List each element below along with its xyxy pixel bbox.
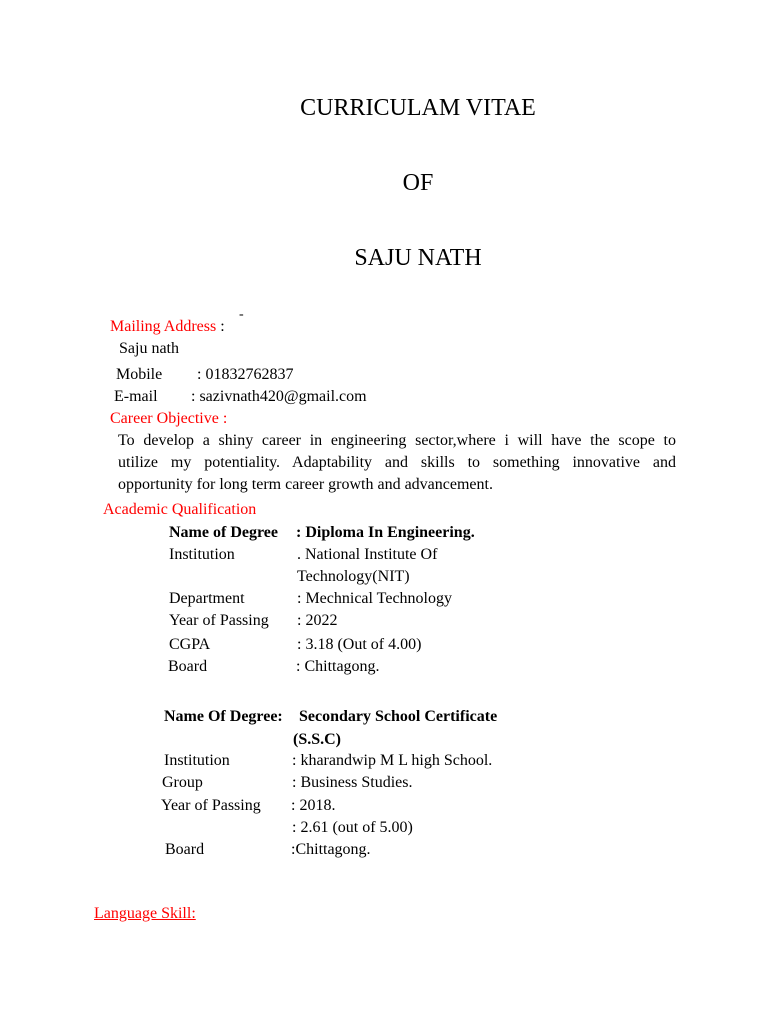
diploma-year-label: Year of Passing [169,612,269,629]
ssc-year-value: : 2018. [291,797,336,814]
mailing-address-colon: : [220,318,225,335]
mailing-address-mark: - [239,307,244,322]
mailing-address-heading [110,316,225,338]
contact-name: Saju nath [119,340,179,357]
career-objective-line: utilize my potentiality. Adaptability and skills to something innovative and [118,454,676,471]
mailing-address-label: Mailing Address [110,318,217,335]
diploma-institution-value-cont: Technology(NIT) [297,568,410,585]
diploma-board-value: : Chittagong. [296,658,380,675]
diploma-department-label: Department [169,590,245,607]
diploma-board-label: Board [168,658,208,675]
ssc-institution-value: : kharandwip M L high School. [292,752,493,769]
ssc-year-label: Year of Passing [161,797,261,814]
diploma-cgpa-label: CGPA [169,636,211,653]
ssc-gpa-value: : 2.61 (out of 5.00) [292,819,413,836]
ssc-group-value: : Business Studies. [292,774,413,791]
ssc-degree-label: Name Of Degree: [164,708,283,725]
email-value: : sazivnath420@gmail.com [191,388,367,405]
ssc-institution-label: Institution [164,752,230,769]
diploma-department-value: : Mechnical Technology [297,590,452,607]
cv-name-heading: SAJU NATH [354,245,482,271]
cv-title: CURRICULAM VITAE [300,95,536,121]
mobile-label: Mobile [116,366,163,383]
ssc-degree-value: Secondary School Certificate [299,708,498,725]
email-label: E-mail [114,388,158,405]
academic-qualification-heading: Academic Qualification [103,501,257,518]
career-objective-text [118,430,676,496]
ssc-group-label: Group [162,774,203,791]
diploma-institution-value: . National Institute Of [297,546,438,563]
career-objective-line: opportunity for long term career growth and advancement. [118,476,493,493]
ssc-board-label: Board [165,841,205,858]
career-objective-heading: Career Objective : [110,410,228,427]
diploma-institution-label: Institution [169,546,235,563]
diploma-cgpa-value: : 3.18 (Out of 4.00) [297,636,422,653]
cv-title-of: OF [402,170,434,196]
career-objective-line: To develop a shiny career in engineering sector,where i will have the scope to [118,432,676,449]
diploma-degree-label: Name of Degree [169,524,278,541]
diploma-year-value: : 2022 [297,612,338,629]
language-skill-heading: Language Skill: [94,905,196,922]
ssc-degree-value-cont: (S.S.C) [293,731,342,748]
ssc-board-value: :Chittagong. [291,841,371,858]
mobile-value: : 01832762837 [197,366,294,383]
diploma-degree-value: : Diploma In Engineering. [296,524,475,541]
